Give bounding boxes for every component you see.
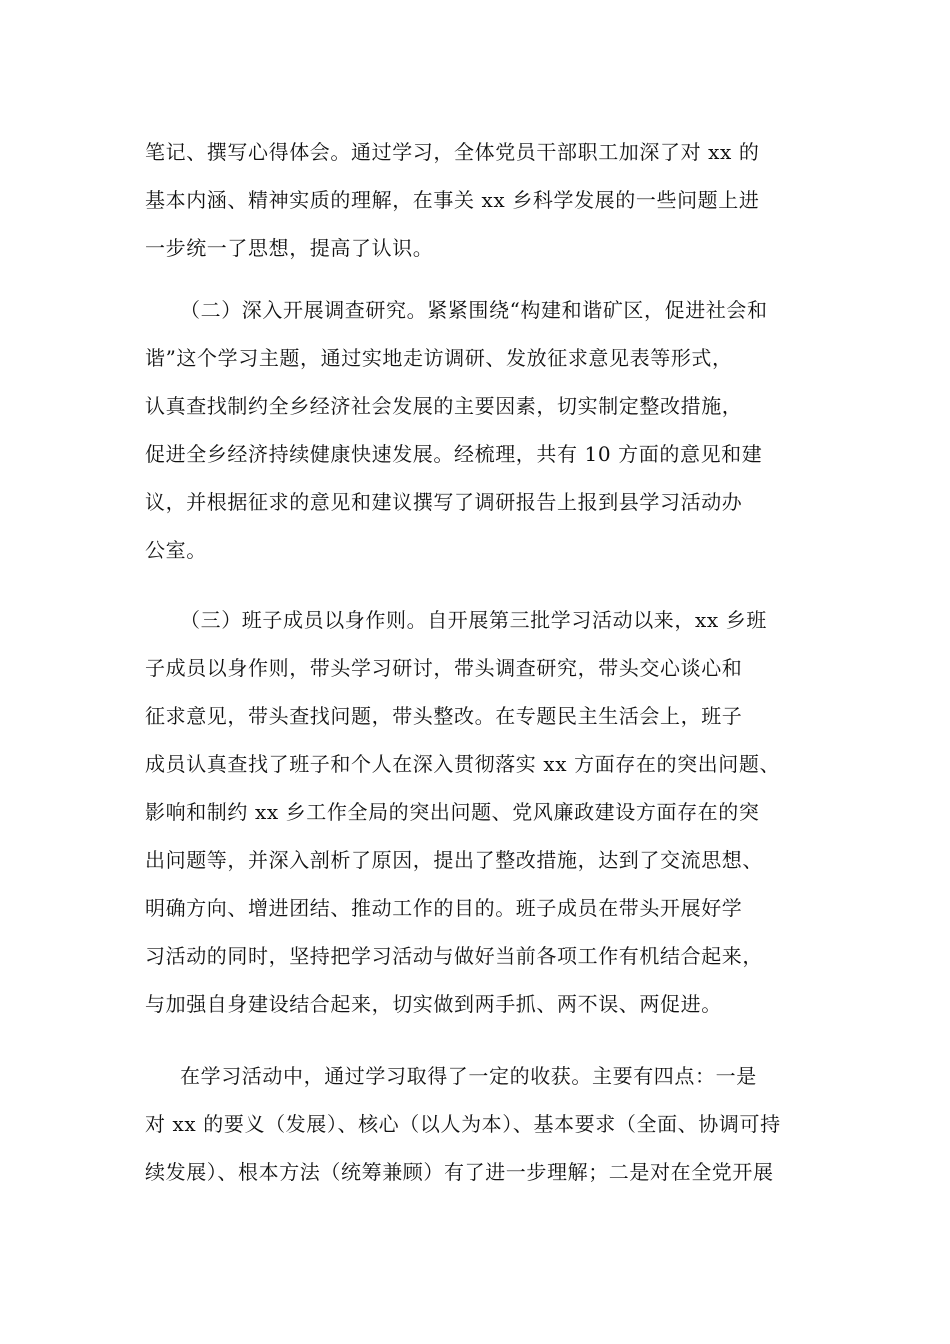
paragraph-2-line-5: 议，并根据征求的意见和建议撰写了调研报告上报到县学习活动办 [145,490,743,514]
paragraph-2-line-3: 认真查找制约全乡经济社会发展的主要因素，切实制定整改措施， [145,394,743,418]
paragraph-1-line-1: 笔记、撰写心得体会。通过学习，全体党员干部职工加深了对 xx 的 [145,140,760,164]
paragraph-3-line-4: 成员认真查找了班子和个人在深入贯彻落实 xx 方面存在的突出问题、 [145,752,781,776]
paragraph-3-line-9: 与加强自身建设结合起来，切实做到两手抓、两不误、两促进。 [145,992,722,1016]
paragraph-1-line-3: 一步统一了思想，提高了认识。 [145,236,434,260]
paragraph-3-line-6: 出问题等，并深入剖析了原因，提出了整改措施，达到了交流思想、 [145,848,763,872]
paragraph-2-line-1: （二）深入开展调查研究。紧紧围绕“构建和谐矿区，促进社会和 [180,298,768,322]
paragraph-4-line-2: 对 xx 的要义（发展）、核心（以人为本）、基本要求（全面、协调可持 [145,1112,781,1136]
paragraph-4-line-1: 在学习活动中，通过学习取得了一定的收获。主要有四点：一是 [180,1064,757,1088]
paragraph-1-line-2: 基本内涵、精神实质的理解，在事关 xx 乡科学发展的一些问题上进 [145,188,760,212]
paragraph-2-line-2: 谐”这个学习主题，通过实地走访调研、发放征求意见表等形式， [145,346,733,370]
paragraph-4-line-3: 续发展）、根本方法（统筹兼顾）有了进一步理解；二是对在全党开展 [145,1160,774,1184]
paragraph-3-line-5: 影响和制约 xx 乡工作全局的突出问题、党风廉政建设方面存在的突 [145,800,760,824]
paragraph-3-line-1: （三）班子成员以身作则。自开展第三批学习活动以来，xx 乡班 [180,608,767,632]
paragraph-3-line-8: 习活动的同时，坚持把学习活动与做好当前各项工作有机结合起来， [145,944,763,968]
paragraph-3-line-3: 征求意见，带头查找问题，带头整改。在专题民主生活会上，班子 [145,704,743,728]
paragraph-2-line-4: 促进全乡经济持续健康快速发展。经梳理，共有 10 方面的意见和建 [145,442,763,466]
paragraph-2-line-6: 公室。 [145,538,207,562]
paragraph-3-line-7: 明确方向、增进团结、推动工作的目的。班子成员在带头开展好学 [145,896,743,920]
paragraph-3-line-2: 子成员以身作则，带头学习研讨，带头调查研究，带头交心谈心和 [145,656,743,680]
